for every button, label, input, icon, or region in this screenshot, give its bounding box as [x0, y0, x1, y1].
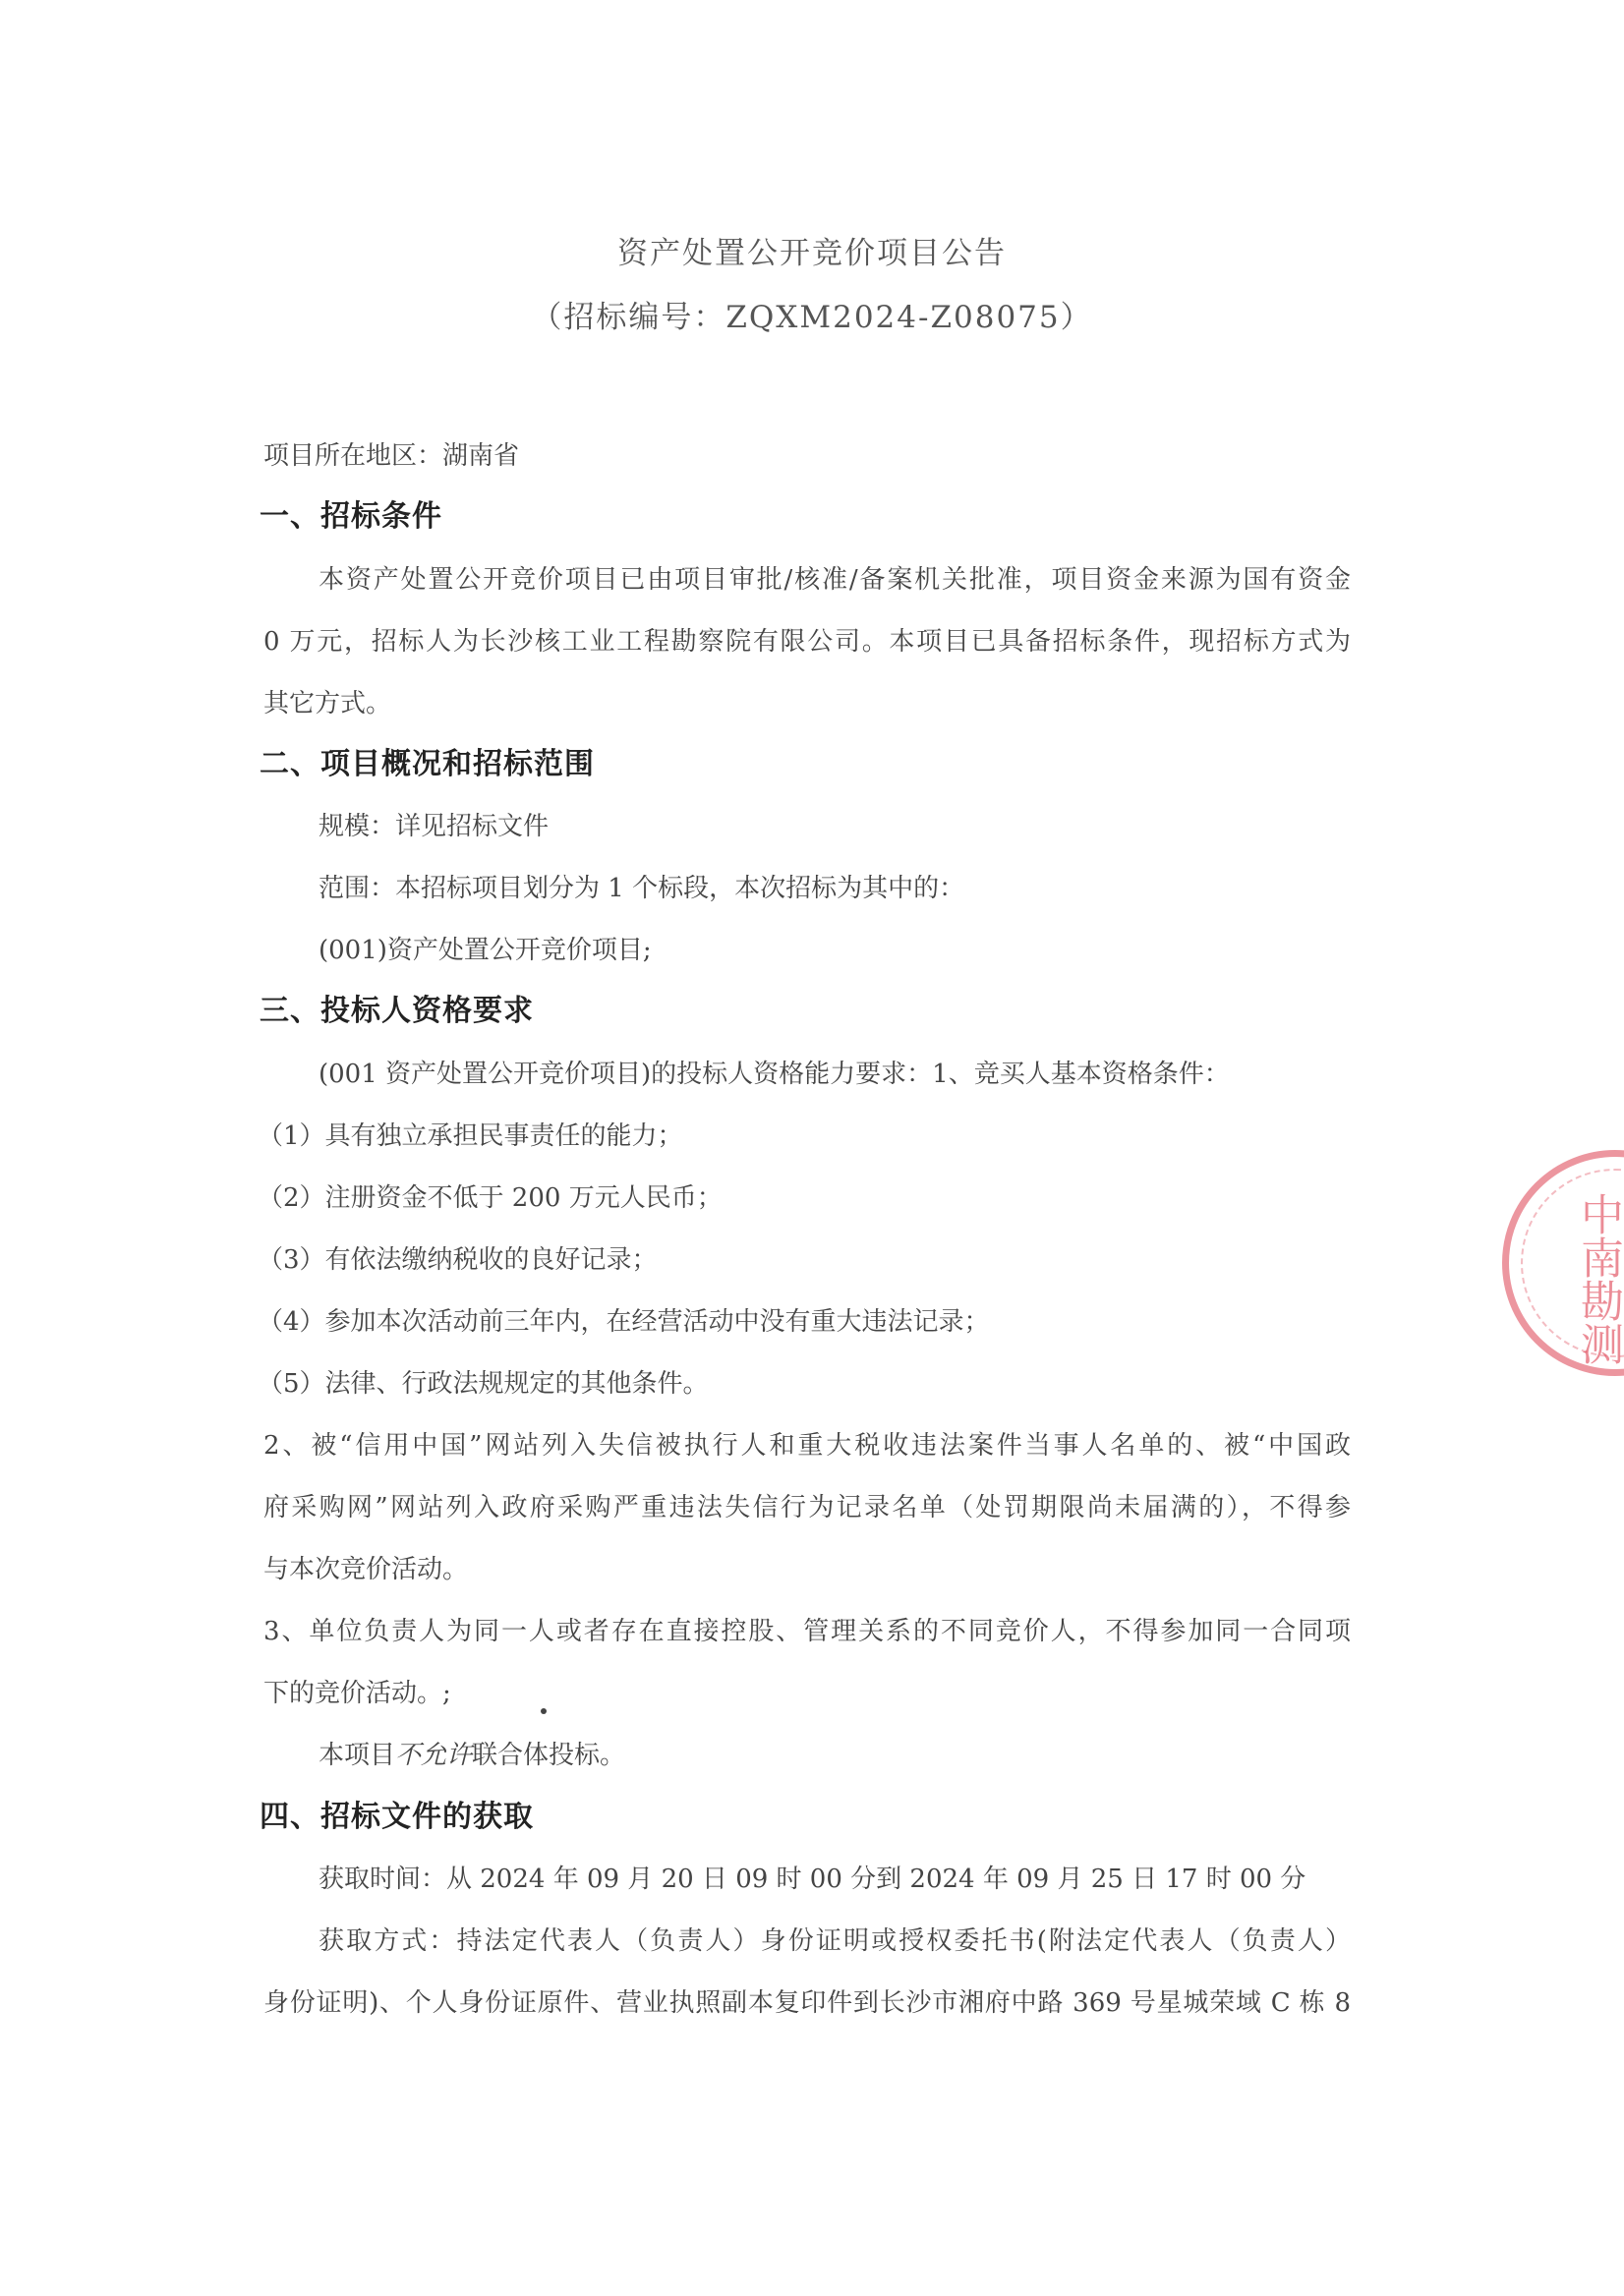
- section-2-scale: 规模：详见招标文件: [319, 812, 550, 841]
- clause-3-line-1: 3、单位负责人为同一人或者存在直接控股、管理关系的不同竞价人，不得参加同一合同项: [263, 1617, 1351, 1646]
- acquisition-method-line-2: 身份证明)、个人身份证原件、营业执照副本复印件到长沙市湘府中路 369 号星城荣域 C 栋 8: [263, 1988, 1351, 2018]
- section-1-line-3: 其它方式。: [263, 689, 392, 718]
- consortium-suffix: 联合体投标。: [472, 1741, 626, 1770]
- section-1-line-2: 0 万元，招标人为长沙核工业工程勘察院有限公司。本项目已具备招标条件，现招标方式为: [263, 627, 1351, 657]
- section-3-intro: (001 资产处置公开竞价项目)的投标人资格能力要求：1、竞买人基本资格条件：: [319, 1060, 1230, 1089]
- stray-dot: [541, 1708, 547, 1714]
- section-1-heading: 一、招标条件: [260, 499, 442, 534]
- clause-2-line-2: 府采购网”网站列入政府采购严重违法失信行为记录名单（处罚期限尚未届满的），不得参: [263, 1493, 1351, 1522]
- seal-text: 中南勘测: [1573, 1192, 1623, 1365]
- requirement-5: （5）法律、行政法规规定的其他条件。: [258, 1369, 709, 1399]
- requirement-2: （2）注册资金不低于 200 万元人民币；: [258, 1183, 723, 1213]
- section-4-heading: 四、招标文件的获取: [260, 1800, 534, 1834]
- section-2-lot: (001)资产处置公开竞价项目;: [319, 936, 652, 965]
- clause-2-line-3: 与本次竞价活动。: [263, 1555, 469, 1584]
- consortium-prefix: 本项目: [319, 1741, 396, 1770]
- requirement-1: （1）具有独立承担民事责任的能力；: [258, 1121, 683, 1151]
- document-title: 资产处置公开竞价项目公告: [617, 236, 1007, 271]
- project-location: 项目所在地区：湖南省: [263, 441, 520, 471]
- section-1-line-1: 本资产处置公开竞价项目已由项目审批/核准/备案机关批准，项目资金来源为国有资金: [319, 565, 1351, 595]
- clause-2-line-1: 2、被“信用中国”网站列入失信被执行人和重大税收违法案件当事人名单的、被“中国政: [263, 1431, 1351, 1461]
- requirement-3: （3）有依法缴纳税收的良好记录；: [258, 1245, 658, 1275]
- section-2-scope: 范围：本招标项目划分为 1 个标段，本次招标为其中的：: [319, 874, 965, 903]
- consortium-not-allowed: 不允许: [395, 1741, 473, 1770]
- section-3-heading: 三、投标人资格要求: [260, 994, 534, 1028]
- section-2-heading: 二、项目概况和招标范围: [260, 747, 595, 781]
- acquisition-time: 获取时间：从 2024 年 09 月 20 日 09 时 00 分到 2024 年 09 月 25 日 17 时 00 分: [319, 1865, 1306, 1894]
- consortium-note: [319, 1736, 625, 1775]
- requirement-4: （4）参加本次活动前三年内，在经营活动中没有重大违法记录；: [258, 1307, 990, 1337]
- clause-3-line-2: 下的竞价活动。;: [263, 1679, 451, 1708]
- acquisition-method-line-1: 获取方式：持法定代表人（负责人）身份证明或授权委托书(附法定代表人（负责人）: [319, 1926, 1351, 1956]
- company-seal: [1502, 1150, 1624, 1376]
- tender-number: （招标编号：ZQXM2024-Z08075）: [531, 300, 1093, 335]
